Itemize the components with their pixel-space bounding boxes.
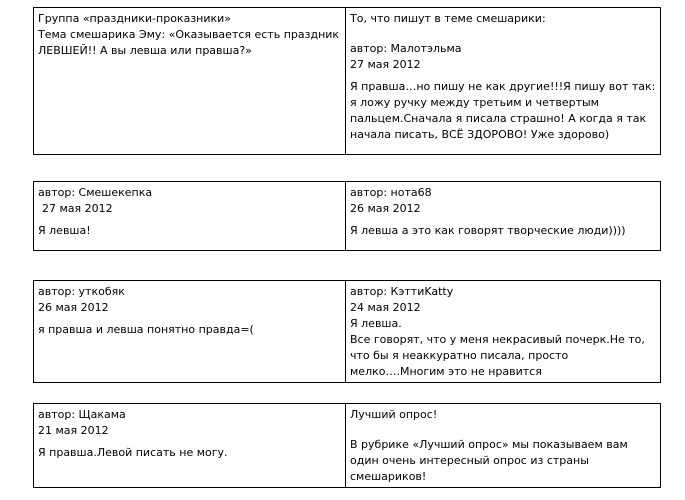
comment-cell bbox=[34, 404, 346, 488]
comment-date: 24 мая 2012 bbox=[350, 301, 421, 314]
comment-date: 27 мая 2012 bbox=[42, 202, 113, 215]
best-poll-title: Лучший опрос! bbox=[350, 408, 438, 421]
comment-cell bbox=[346, 8, 661, 155]
comment-date: 21 мая 2012 bbox=[38, 424, 109, 437]
post-block-1 bbox=[33, 7, 661, 155]
comment-author: автор: Щакама bbox=[38, 408, 126, 421]
topic-text: Тема смешарика Эму: «Оказывается есть праздник ЛЕВШЕЙ!! А вы левша или правша?» bbox=[38, 28, 343, 57]
comment-cell bbox=[346, 182, 661, 251]
comment-text: я правша и левша понятно правда=( bbox=[38, 323, 254, 336]
comment-text: Я правша.Левой писать не могу. bbox=[38, 446, 228, 459]
comment-text: Я левша а это как говорят творческие люди)))) bbox=[350, 224, 626, 237]
comment-text: Я правша…но пишу не как другие!!!Я пишу вот так: я ложу ручку между третьим и четвертым пальцем.Сначала я писала страшно! А когда я так начала писать, ВСЁ ЗДОРОВО! Уже здорово) bbox=[350, 80, 659, 141]
post-block-3 bbox=[33, 280, 661, 383]
comment-author: автор: КэттиKatty bbox=[350, 285, 454, 298]
comment-author: автор: нота68 bbox=[350, 186, 432, 199]
comment-text: Я левша! bbox=[38, 224, 91, 237]
comment-author: автор: Малотэльма bbox=[350, 42, 462, 55]
comment-date: 26 мая 2012 bbox=[350, 202, 421, 215]
best-poll-cell bbox=[346, 404, 661, 488]
comment-text: Я левша. bbox=[350, 317, 402, 330]
group-info-cell bbox=[34, 8, 346, 155]
comment-cell bbox=[346, 281, 661, 383]
comment-author: автор: Смешекепка bbox=[38, 186, 153, 199]
intro-text: То, что пишут в теме смешарики: bbox=[350, 12, 546, 25]
post-block-4 bbox=[33, 403, 661, 488]
post-block-2 bbox=[33, 181, 661, 251]
group-name: Группа «праздники-проказники» bbox=[38, 12, 232, 25]
comment-cell bbox=[34, 281, 346, 383]
comment-author: автор: уткобяк bbox=[38, 285, 125, 298]
comment-text: Все говорят, что у меня некрасивый почерк.Не то, что бы я неаккуратно писала, просто мелко….Многим это не нравится bbox=[350, 333, 649, 378]
comment-cell bbox=[34, 182, 346, 251]
comment-date: 26 мая 2012 bbox=[38, 301, 109, 314]
best-poll-text: В рубрике «Лучший опрос» мы показываем вам один очень интересный опрос из страны смешариков! bbox=[350, 438, 632, 483]
comment-date: 27 мая 2012 bbox=[350, 58, 421, 71]
